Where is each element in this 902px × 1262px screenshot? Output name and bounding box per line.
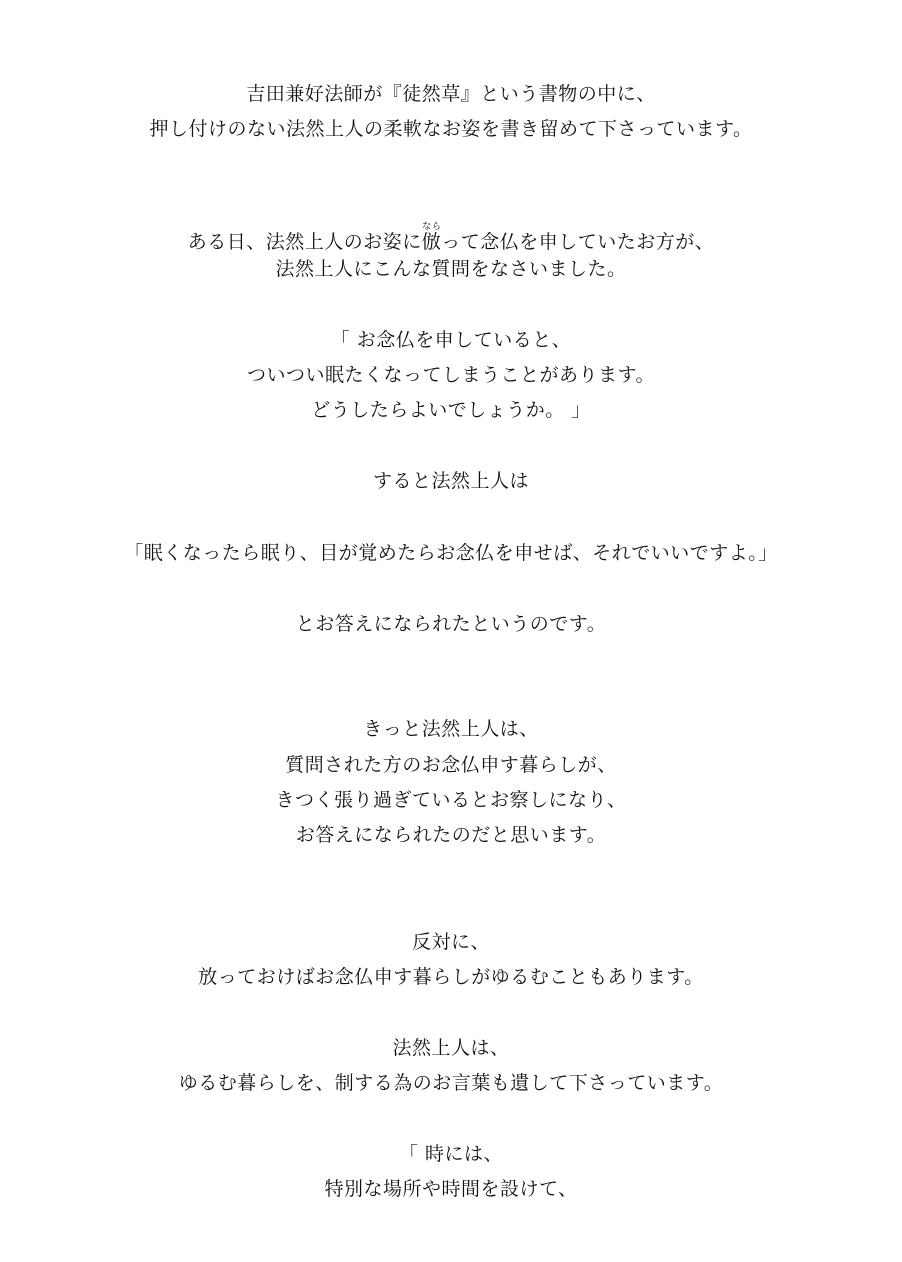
text-segment: って念仏を申していたお方が、 bbox=[441, 231, 715, 253]
text-segment: ある日、法然上人のお姿に bbox=[187, 231, 422, 253]
text-line: 法然上人にこんな質問をなさいました。 bbox=[275, 258, 627, 280]
text-line: すると法然上人は bbox=[372, 470, 529, 492]
text-line: きつく張り過ぎているとお察しになり、 bbox=[275, 789, 627, 811]
text-line: ゆるむ暮らしを、制する為のお言葉も遺して下さっています。 bbox=[178, 1072, 724, 1094]
text-line: きっと法然上人は、 bbox=[363, 718, 539, 740]
ruby-reading: なら bbox=[421, 222, 442, 232]
text-line: 「眠くなったら眠り、目が覚めたらお念仏を申せば、それでいいですよ。」 bbox=[124, 542, 778, 564]
text-line-with-ruby bbox=[0, 222, 902, 254]
ruby-base: 倣 bbox=[421, 231, 442, 253]
text-line: 質問された方のお念仏申す暮らしが、 bbox=[285, 754, 617, 776]
text-line: どうしたらよいでしょうか。 」 bbox=[311, 399, 591, 421]
text-line: 吉田兼好法師が『徒然草』という書物の中に、 bbox=[246, 83, 656, 105]
text-line: お答えになられたのだと思います。 bbox=[295, 824, 607, 846]
text-line: ついつい眠たくなってしまうことがあります。 bbox=[247, 364, 655, 386]
text-line: とお答えになられたというのです。 bbox=[295, 613, 607, 635]
text-line: 「 時には、 bbox=[398, 1143, 504, 1165]
text-line: 放っておけばお念仏申す暮らしがゆるむこともあります。 bbox=[198, 966, 704, 988]
text-line: 特別な場所や時間を設けて、 bbox=[324, 1178, 578, 1200]
text-line: 「 お念仏を申していると、 bbox=[330, 329, 572, 351]
text-line: 押し付けのない法然上人の柔軟なお姿を書き留めて下さっています。 bbox=[149, 118, 753, 140]
ruby-annotation bbox=[421, 222, 442, 253]
text-line: 反対に、 bbox=[411, 931, 490, 953]
text-line: 法然上人は、 bbox=[392, 1037, 510, 1059]
